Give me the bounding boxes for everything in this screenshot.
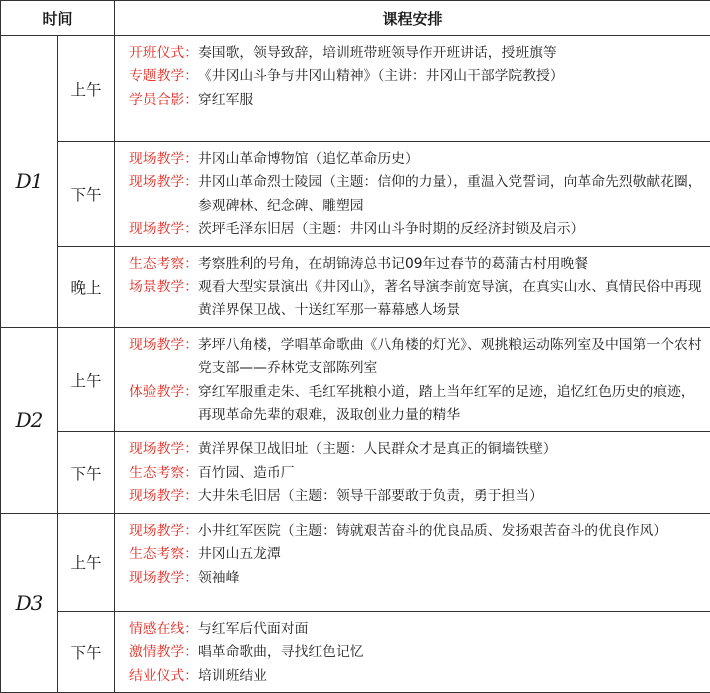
- item-description: 茨坪毛泽东旧居（主题：井冈山斗争时期的反经济封锁及启示）: [198, 218, 702, 241]
- item-category: 现场教学：: [129, 438, 198, 461]
- item-description: 唱革命歌曲，寻找红色记忆: [198, 641, 702, 664]
- item-description: 茅坪八角楼，学唱革命歌曲《八角楼的灯光》、观挑粮运动陈列室及中国第一个农村党支部——乔林党支部陈列室: [198, 334, 702, 381]
- period-name: 上午: [58, 327, 115, 432]
- item-category: 体验教学：: [129, 381, 198, 428]
- period-name: 下午: [58, 142, 115, 247]
- item-category: 现场教学：: [129, 485, 198, 508]
- period-row: [1, 246, 710, 327]
- item-description: 井冈山五龙潭: [198, 543, 702, 566]
- item-description: 井冈山革命博物馆（追忆革命历史）: [198, 148, 702, 171]
- schedule-item: [129, 253, 702, 276]
- time-header: 时间: [1, 1, 115, 36]
- schedule-item: [129, 218, 702, 241]
- schedule-item: [129, 381, 702, 428]
- item-description: 穿红军服: [198, 89, 702, 112]
- item-category: 结业仪式：: [129, 665, 198, 688]
- item-category: 现场教学：: [129, 148, 198, 171]
- day-cell: [1, 327, 58, 513]
- item-description: 考察胜利的号角，在胡锦涛总书记09年过春节的葛蒲古村用晚餐: [198, 253, 702, 276]
- item-description: 观看大型实景演出《井冈山》，著名导演李前宽导演，在真实山水、真情民俗中再现黄洋界保卫战、十送红军那一幕幕感人场景: [198, 276, 702, 323]
- item-description: 小井红军医院（主题：铸就艰苦奋斗的优良品质、发扬艰苦奋斗的优良作风）: [198, 520, 702, 543]
- item-category: 场景教学：: [129, 276, 198, 323]
- period-row: [1, 36, 710, 142]
- day-cell: [1, 36, 58, 328]
- schedule-content: [115, 432, 710, 513]
- schedule-content: [115, 327, 710, 432]
- schedule-item: [129, 89, 702, 112]
- day-label: D2: [16, 408, 43, 432]
- item-description: 穿红军服重走朱、毛红军挑粮小道，踏上当年红军的足迹，追忆红色历史的痕迹，再现革命先辈的艰难，汲取创业力量的精华: [198, 381, 702, 428]
- item-category: 学员合影：: [129, 89, 198, 112]
- period-name: 上午: [58, 513, 115, 611]
- item-description: 大井朱毛旧居（主题：领导干部要敢于负责，勇于担当）: [198, 485, 702, 508]
- item-description: 领袖峰: [198, 567, 702, 590]
- schedule-item: [129, 334, 702, 381]
- schedule-item: [129, 438, 702, 461]
- schedule-item: [129, 618, 702, 641]
- schedule-item: [129, 567, 702, 590]
- period-name: 上午: [58, 36, 115, 142]
- period-row: [1, 432, 710, 513]
- item-description: 《井冈山斗争与井冈山精神》（主讲：井冈山干部学院教授）: [198, 65, 702, 88]
- item-category: 激情教学：: [129, 641, 198, 664]
- item-description: 百竹园、造币厂: [198, 462, 702, 485]
- day-label: D3: [16, 591, 43, 615]
- schedule-content: [115, 246, 710, 327]
- schedule-item: [129, 462, 702, 485]
- item-category: 开班仪式：: [129, 42, 198, 65]
- schedule-header: 课程安排: [115, 1, 710, 36]
- schedule-item: [129, 485, 702, 508]
- schedule-content: [115, 611, 710, 692]
- item-category: 现场教学：: [129, 218, 198, 241]
- item-category: 生态考察：: [129, 253, 198, 276]
- day-cell: [1, 513, 58, 692]
- period-name: 下午: [58, 432, 115, 513]
- schedule-item: [129, 65, 702, 88]
- schedule-content: [115, 142, 710, 247]
- schedule-item: [129, 520, 702, 543]
- period-row: [1, 513, 710, 611]
- item-category: 现场教学：: [129, 334, 198, 381]
- day-label: D1: [16, 169, 43, 193]
- schedule-item: [129, 276, 702, 323]
- period-row: [1, 611, 710, 692]
- schedule-item: [129, 148, 702, 171]
- item-category: 现场教学：: [129, 520, 198, 543]
- header-row: [1, 1, 710, 36]
- schedule-body: [1, 36, 710, 693]
- item-category: 现场教学：: [129, 567, 198, 590]
- item-description: 井冈山革命烈士陵园（主题：信仰的力量），重温入党誓词，向革命先烈敬献花圈，参观碑林、纪念碑、雕塑园: [198, 171, 702, 218]
- period-row: [1, 142, 710, 247]
- schedule-item: [129, 42, 702, 65]
- item-category: 情感在线：: [129, 618, 198, 641]
- schedule-content: [115, 36, 710, 142]
- item-category: 现场教学：: [129, 171, 198, 218]
- item-description: 培训班结业: [198, 665, 702, 688]
- item-category: 专题教学：: [129, 65, 198, 88]
- item-description: 黄洋界保卫战旧址（主题：人民群众才是真正的铜墙铁壁）: [198, 438, 702, 461]
- schedule-item: [129, 641, 702, 664]
- schedule-content: [115, 513, 710, 611]
- period-name: 晚上: [58, 246, 115, 327]
- item-description: 与红军后代面对面: [198, 618, 702, 641]
- item-category: 生态考察：: [129, 462, 198, 485]
- schedule-item: [129, 171, 702, 218]
- schedule-item: [129, 543, 702, 566]
- period-name: 下午: [58, 611, 115, 692]
- item-description: 奏国歌，领导致辞，培训班带班领导作开班讲话，授班旗等: [198, 42, 702, 65]
- schedule-item: [129, 665, 702, 688]
- period-row: [1, 327, 710, 432]
- item-category: 生态考察：: [129, 543, 198, 566]
